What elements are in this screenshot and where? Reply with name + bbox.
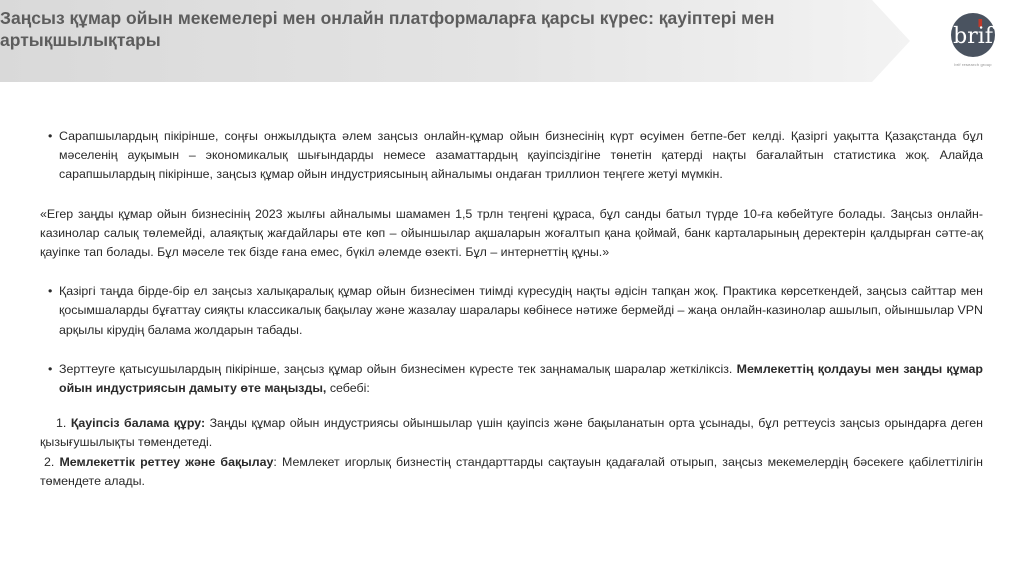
- logo-text: brif: [953, 24, 993, 49]
- brif-logo: [936, 12, 1010, 68]
- page-title: Заңсыз құмар ойын мекемелері мен онлайн платформаларға қарсы күрес: қауіптері мен артықшылықтары: [0, 8, 775, 50]
- bullet-paragraph-3: [40, 360, 983, 398]
- paragraph-text: Зерттеуге қатысушылардың пікірінше, заңсыз құмар ойын бизнесімен күресте тек заңнамалық шаралар жеткіліксіз.: [59, 361, 737, 376]
- paragraph-emphasis: Мемлекеттің қолдауы мен заңды құмар ойын индустриясын дамыту өте маңызды,: [59, 361, 983, 396]
- bullet-paragraph-2: [40, 282, 983, 340]
- numbered-item-2: [40, 453, 983, 491]
- item-text: : Мемлекет игорлық бизнестің стандарттарды сақтауын қадағалай отырып, заңсыз мекемелердің бәсекеге қабілеттілігін төмендете алады.: [40, 454, 983, 488]
- paragraph-text: Қазіргі таңда бірде-бір ел заңсыз халықаралық құмар ойын бизнесімен тиімді күресудің нақты әдісін тапқан жоқ. Практика көрсеткендей, заңсыз сайттар мен қосымшаларды бұғаттау сияқты классикалық бақылау және жазалау шаралары көбінесе нәтиже бермейді – жаңа онлайн-казинолар ашылып, ойыншылар VPN арқылы кірудің балама жолдарын табады.: [59, 284, 983, 337]
- logo-tagline: brif research group: [954, 62, 992, 67]
- bullet-marker: •: [48, 361, 53, 376]
- bullet-marker: •: [48, 129, 53, 143]
- slide-content: [40, 127, 983, 491]
- bullet-paragraph-1: [40, 127, 983, 185]
- item-heading: Мемлекеттік реттеу және бақылау: [59, 454, 274, 469]
- item-heading: Қауіпсіз балама құру:: [70, 416, 206, 431]
- item-number: 1.: [56, 416, 71, 431]
- item-text: Заңды құмар ойын индустриясы ойыншылар үшін қауіпсіз және бақыланатын орта ұсынады, бұл реттеусіз заңсыз орындарға деген қызығушылықты төмендетеді.: [40, 416, 983, 450]
- brif-logo-mark: [938, 12, 1008, 58]
- numbered-item-1: [40, 414, 983, 452]
- paragraph-tail: себебі:: [326, 381, 370, 396]
- bullet-marker: •: [48, 284, 53, 299]
- item-number: 2.: [44, 454, 60, 469]
- quote-paragraph: «Егер заңды құмар ойын бизнесінің 2023 жылғы айналымы шамамен 1,5 трлн теңгені құраса, бұл санды батыл түрде 10-ға көбейтуге болады. Заңсыз онлайн-казинолар салық төлемейді, алаяқтық жағдайлары өте көп – ойыншылар ақшаларын жоғалтып қана қоймай, банк карталарының деректерін қалдырған сәтте-ақ қауіпке тап болады. Бұл мәселе тек бізде ғана емес, бүкіл әлемде өзекті. Бұл – интернеттің құны.»: [40, 206, 983, 260]
- paragraph-text: Сарапшылардың пікірінше, соңғы онжылдықта әлем заңсыз онлайн-құмар ойын бизнесінің күрт өсуімен бетпе-бет келді. Қазіргі уақытта Қазақстанда бұл мәселенің ауқымын – экономикалық шығындарды немесе азаматтардың қауіпсіздігіне төнетін қатерді нақты бағалайтын статистика жоқ. Алайда сарапшылардың пікірінше, заңсыз құмар ойын индустриясының айналымы ондаған триллион теңгеге жетуі мүмкін.: [59, 129, 983, 182]
